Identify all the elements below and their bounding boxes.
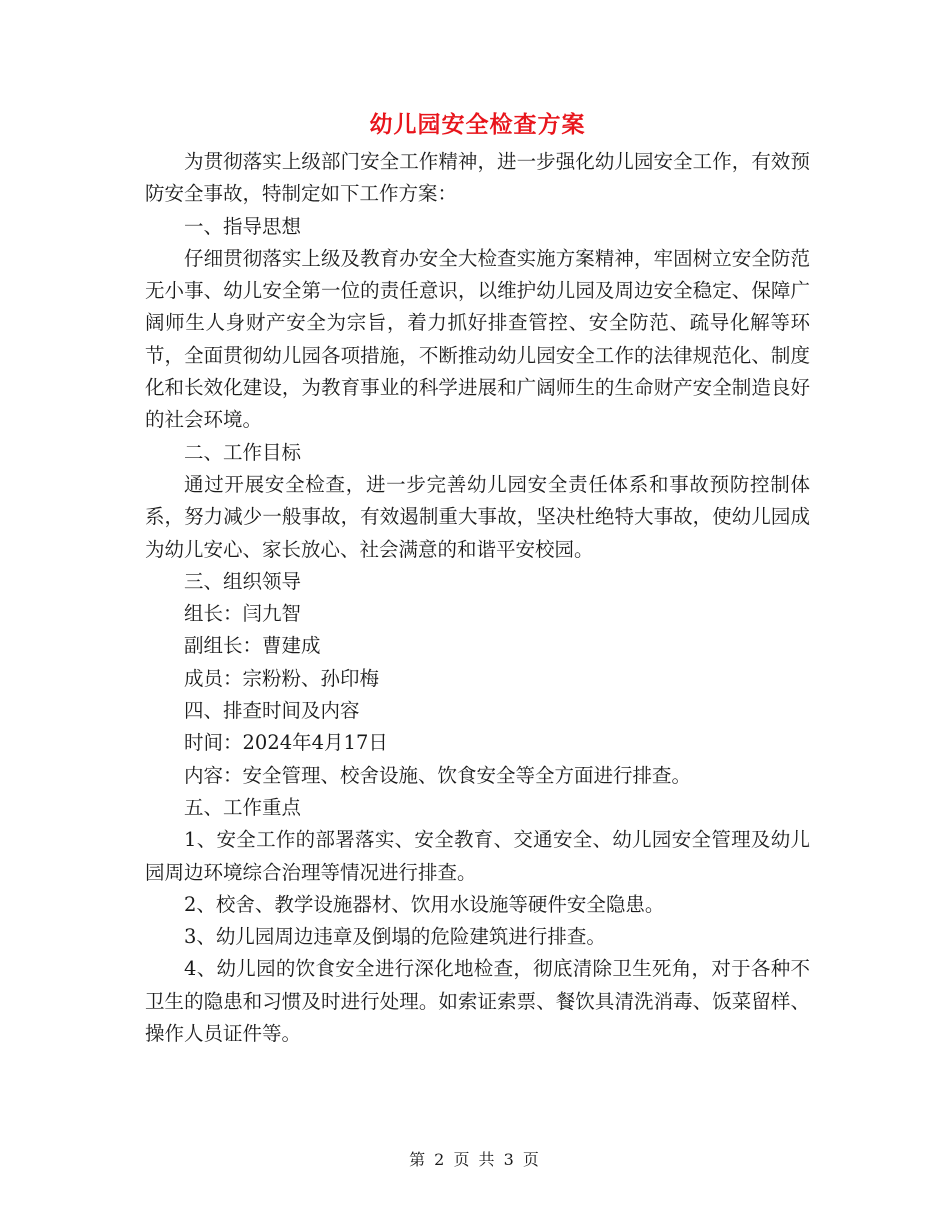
page-number-footer: 第 2 页 共 3 页 (409, 1150, 541, 1169)
work-goals-paragraph: 通过开展安全检查，进一步完善幼儿园安全责任体系和事故预防控制体系，努力减少一般事故，有效遏制重大事故，坚决杜绝特大事故，使幼儿园成为幼儿安心、家长放心、社会满意的和谐平安校园。 (145, 472, 810, 561)
focus-item-4: 4、幼儿园的饮食安全进行深化地检查，彻底清除卫生死角，对于各种不卫生的隐患和习惯及时进行处理。如索证索票、餐饮具清洗消毒、饭菜留样、操作人员证件等。 (145, 957, 810, 1046)
section-heading-guiding-ideology: 一、指导思想 (184, 214, 302, 238)
team-leader-line: 组长：闫九智 (184, 602, 302, 626)
guiding-ideology-paragraph: 仔细贯彻落实上级及教育办安全大检查实施方案精神，牢固树立安全防范无小事、幼儿安全第一位的责任意识，以维护幼儿园及周边安全稳定、保障广阔师生人身财产安全为宗旨，着力抓好排查管控、安全防范、疏导化解等环节，全面贯彻幼儿园各项措施，不断推动幼儿园安全工作的法律规范化、制度化和长效化建设，为教育事业的科学进展和广阔师生的生命财产安全制造良好的社会环境。 (145, 246, 810, 432)
section-heading-inspection-time: 四、排查时间及内容 (184, 699, 360, 723)
section-heading-work-goals: 二、工作目标 (184, 440, 302, 464)
intro-paragraph: 为贯彻落实上级部门安全工作精神，进一步强化幼儿园安全工作，有效预防安全事故，特制定如下工作方案： (145, 150, 810, 206)
section-heading-work-focus: 五、工作重点 (184, 795, 302, 819)
focus-item-2: 2、校舍、教学设施器材、饮用水设施等硬件安全隐患。 (184, 892, 665, 916)
members-line: 成员：宗粉粉、孙印梅 (184, 666, 380, 690)
section-heading-organization: 三、组织领导 (184, 569, 302, 593)
inspection-content-line: 内容：安全管理、校舍设施、饮食安全等全方面进行排查。 (184, 763, 692, 787)
focus-item-1: 1、安全工作的部署落实、安全教育、交通安全、幼儿园安全管理及幼儿园周边环境综合治理等情况进行排查。 (145, 828, 810, 884)
deputy-leader-line: 副组长：曹建成 (184, 634, 321, 658)
document-title: 幼儿园安全检查方案 (369, 111, 586, 138)
document-page (145, 108, 810, 1050)
inspection-date-line: 时间：2024年4月17日 (184, 731, 388, 755)
focus-item-3: 3、幼儿园周边违章及倒塌的危险建筑进行排查。 (184, 925, 606, 949)
